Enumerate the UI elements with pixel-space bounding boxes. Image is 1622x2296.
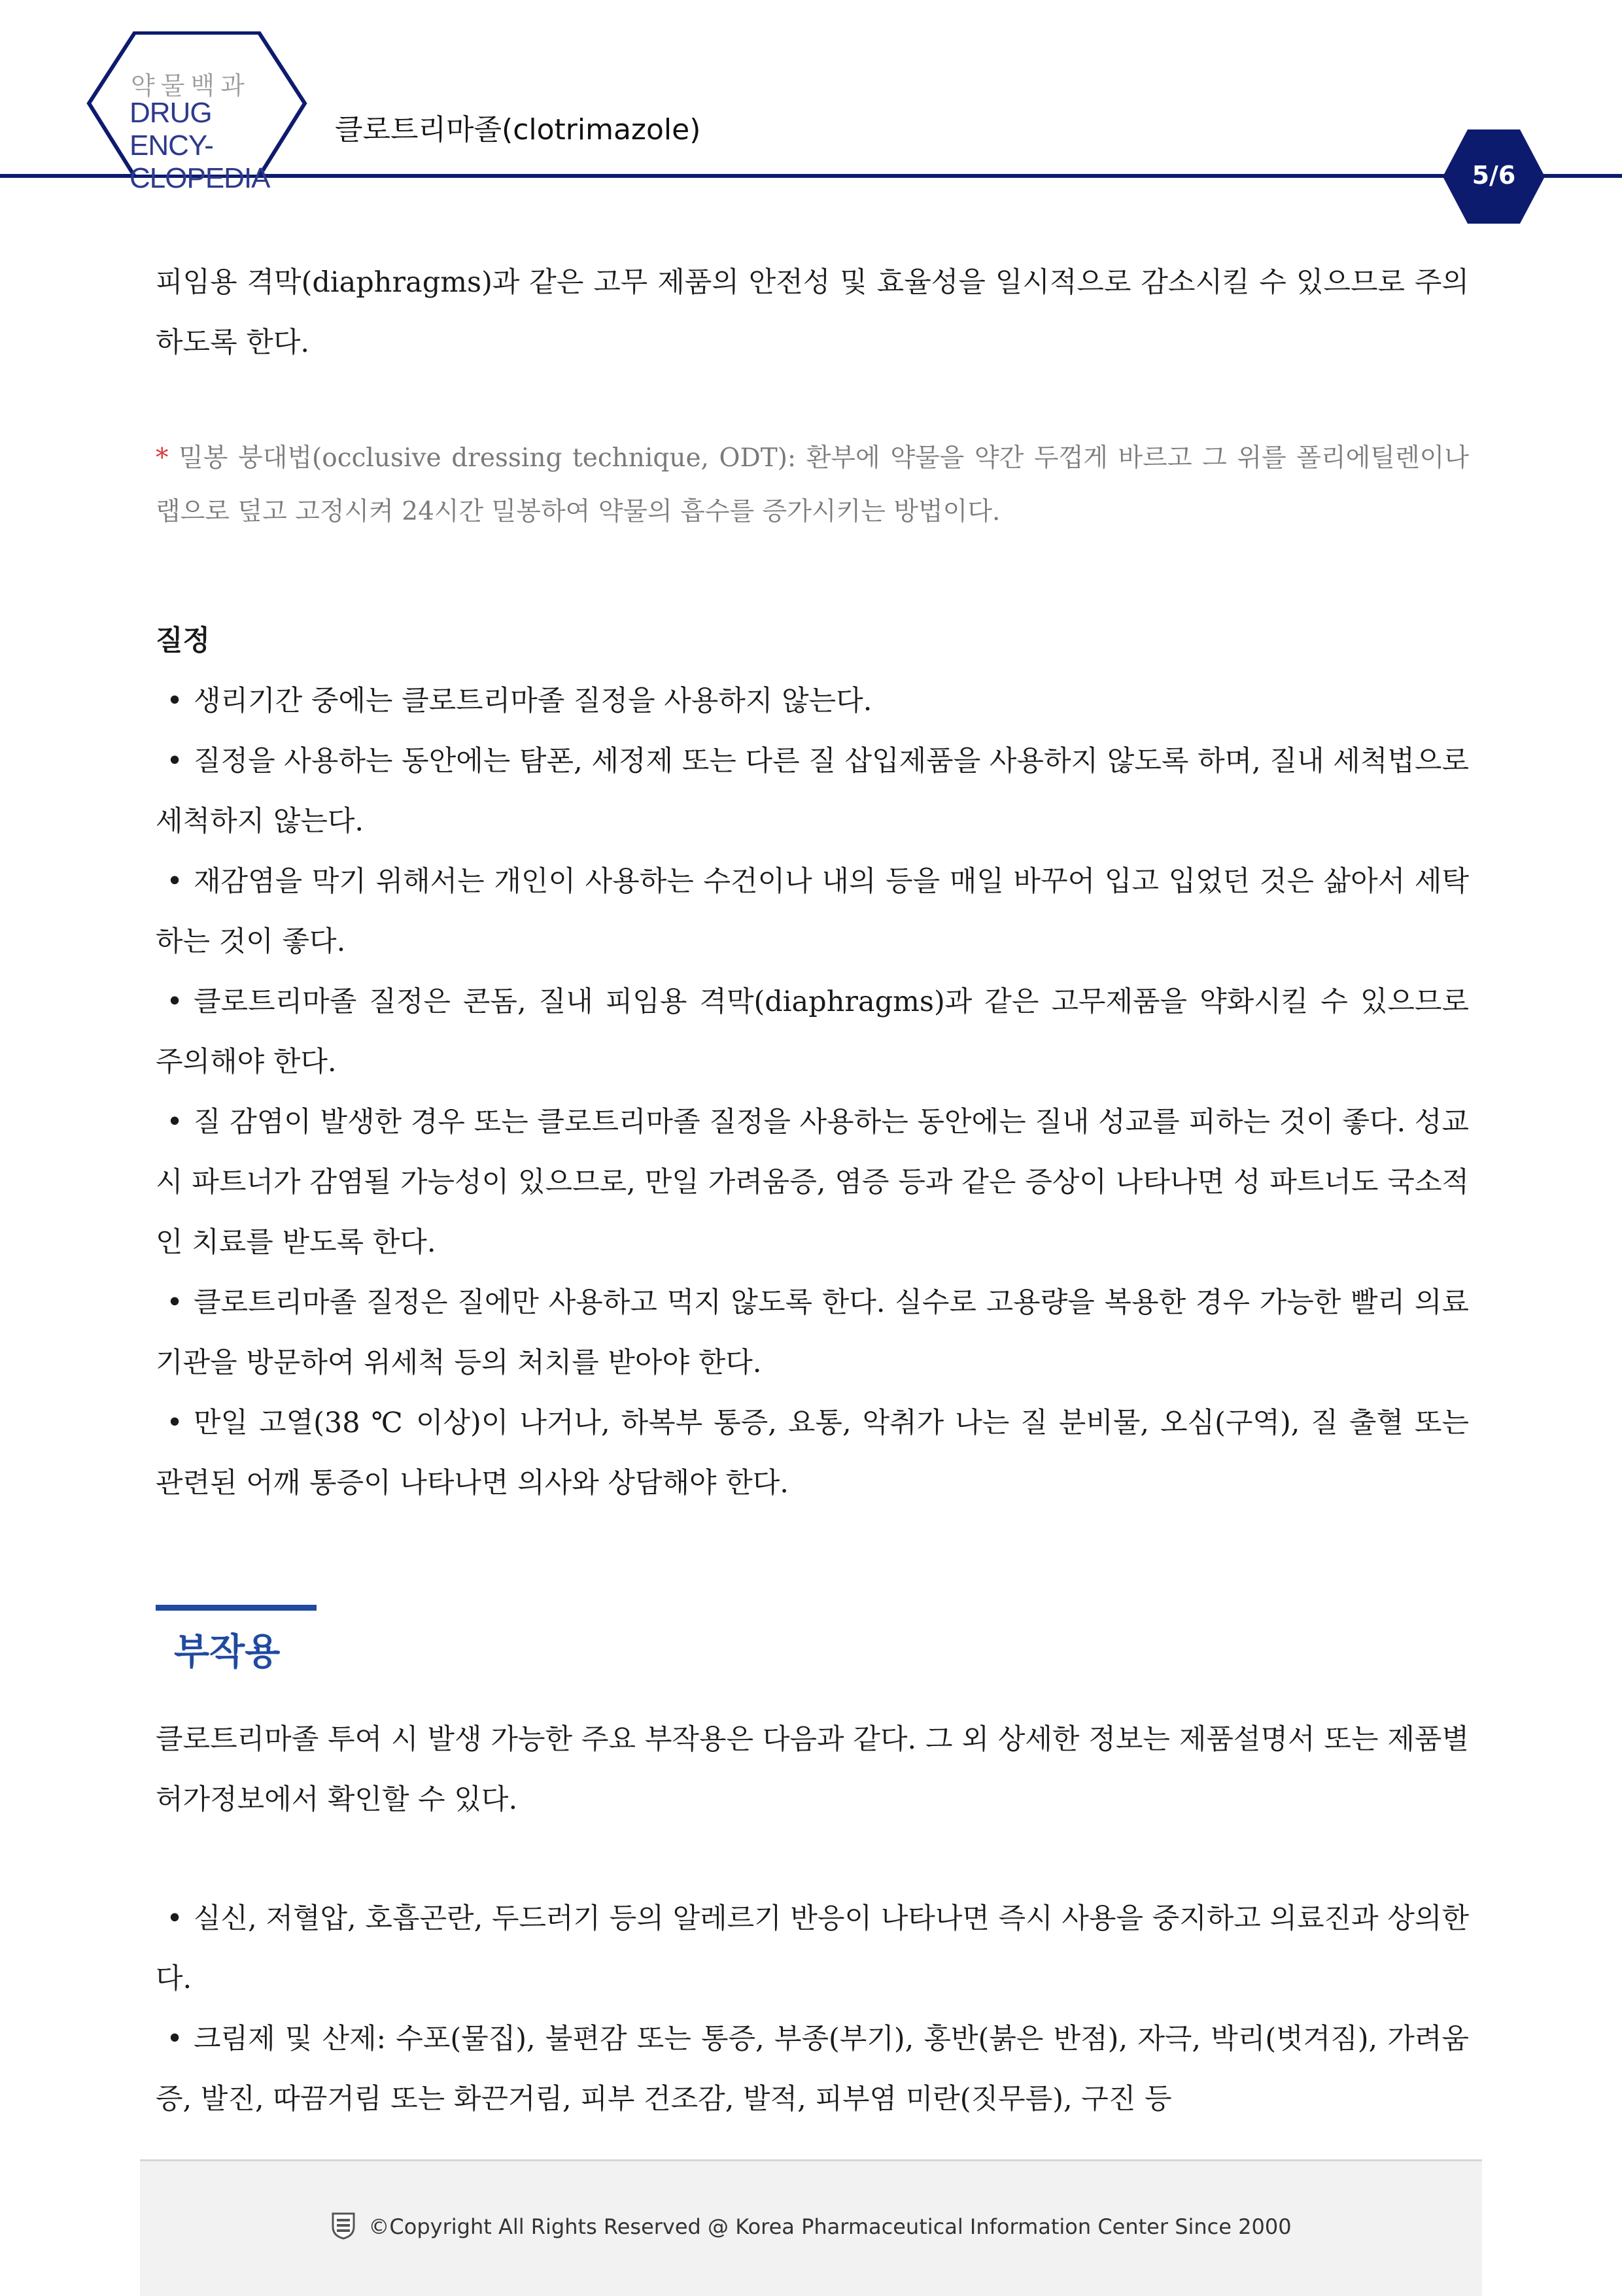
footnote-text: 밀봉 붕대법(occlusive dressing technique, ODT): 환부에 약물을 약간 두껍게 바르고 그 위를 폴리에틸렌이나 랩으로 덮고 고정시켜 24시간 밀봉하여 약물의 흡수를 증가시키는 방법이다. [156, 443, 1469, 526]
document-title: 클로트리마졸(clotrimazole) [335, 113, 701, 146]
list-item: • 생리기간 중에는 클로트리마졸 질정을 사용하지 않는다. [166, 685, 872, 717]
vaginal-tablet-list [156, 671, 1469, 1513]
list-item: • 실신, 저혈압, 호흡곤란, 두드러기 등의 알레르기 반응이 나타나면 즉시 사용을 중지하고 의료진과 상의한다. [156, 1902, 1469, 1995]
logo-english-line-1: DRUG ENCY- [129, 97, 213, 162]
vaginal-tablet-heading: 질정 [156, 625, 211, 657]
section-accent-bar [156, 1605, 317, 1611]
list-item: • 질정을 사용하는 동안에는 탐폰, 세정제 또는 다른 질 삽입제품을 사용하지 않도록 하며, 질내 세척법으로 세척하지 않는다. [156, 745, 1469, 838]
side-effects-section-header [156, 1605, 1469, 1690]
side-effects-title: 부작용 [174, 1631, 281, 1673]
odt-footnote [156, 432, 1469, 539]
list-item: • 클로트리마졸 질정은 콘돔, 질내 피임용 격막(diaphragms)과 같은 고무제품을 약화시킬 수 있으므로 주의해야 한다. [156, 985, 1469, 1078]
list-item: • 질 감염이 발생한 경우 또는 클로트리마졸 질정을 사용하는 동안에는 질내 성교를 피하는 것이 좋다. 성교 시 파트너가 감염될 가능성이 있으므로, 만일 가려움증, 염증 등과 같은 증상이 나타나면 성 파트너도 국소적인 치료를 받도록 한다. [156, 1106, 1469, 1259]
logo-korean-text: 약물백과 [131, 71, 250, 100]
list-item: • 재감염을 막기 위해서는 개인이 사용하는 수건이나 내의 등을 매일 바꾸어 입고 입었던 것은 삶아서 세탁하는 것이 좋다. [156, 865, 1469, 958]
list-item: • 크림제 및 산제: 수포(물집), 불편감 또는 통증, 부종(부기), 홍반(붉은 반점), 자극, 박리(벗겨짐), 가려움증, 발진, 따끔거림 또는 화끈거림, 피부 건조감, 발적, 피부염 미란(짓무름), 구진 등 [156, 2023, 1469, 2116]
kpic-emblem-icon [330, 2211, 356, 2245]
page-number-badge [1441, 128, 1546, 225]
side-effects-list [156, 1889, 1469, 2129]
intro-paragraph: 피임용 격막(diaphragms)과 같은 고무 제품의 안전성 및 효율성을 일시적으로 감소시킬 수 있으므로 주의하도록 한다. [156, 266, 1469, 359]
page-footer [140, 2159, 1482, 2296]
drug-encyclopedia-logo [82, 31, 311, 194]
logo-english-text [129, 97, 300, 195]
logo-english-line-2: CLOPEDIA [129, 162, 270, 194]
footnote-asterisk: * [156, 443, 169, 473]
footer-copyright-row [140, 2211, 1482, 2245]
list-item: • 만일 고열(38 ℃ 이상)이 나거나, 하복부 통증, 요통, 악취가 나는 질 분비물, 오심(구역), 질 출혈 또는 관련된 어깨 통증이 나타나면 의사와 상담해야 한다. [156, 1407, 1469, 1499]
side-effects-intro: 클로트리마졸 투여 시 발생 가능한 주요 부작용은 다음과 같다. 그 외 상세한 정보는 제품설명서 또는 제품별 허가정보에서 확인할 수 있다. [156, 1723, 1469, 1816]
page-number: 5/6 [1472, 161, 1516, 190]
page-content [156, 252, 1469, 2129]
footer-copyright-text: ©Copyright All Rights Reserved @ Korea Pharmaceutical Information Center Since 2000 [368, 2214, 1292, 2239]
list-item: • 클로트리마졸 질정은 질에만 사용하고 먹지 않도록 한다. 실수로 고용량을 복용한 경우 가능한 빨리 의료기관을 방문하여 위세척 등의 처치를 받아야 한다. [156, 1286, 1469, 1379]
